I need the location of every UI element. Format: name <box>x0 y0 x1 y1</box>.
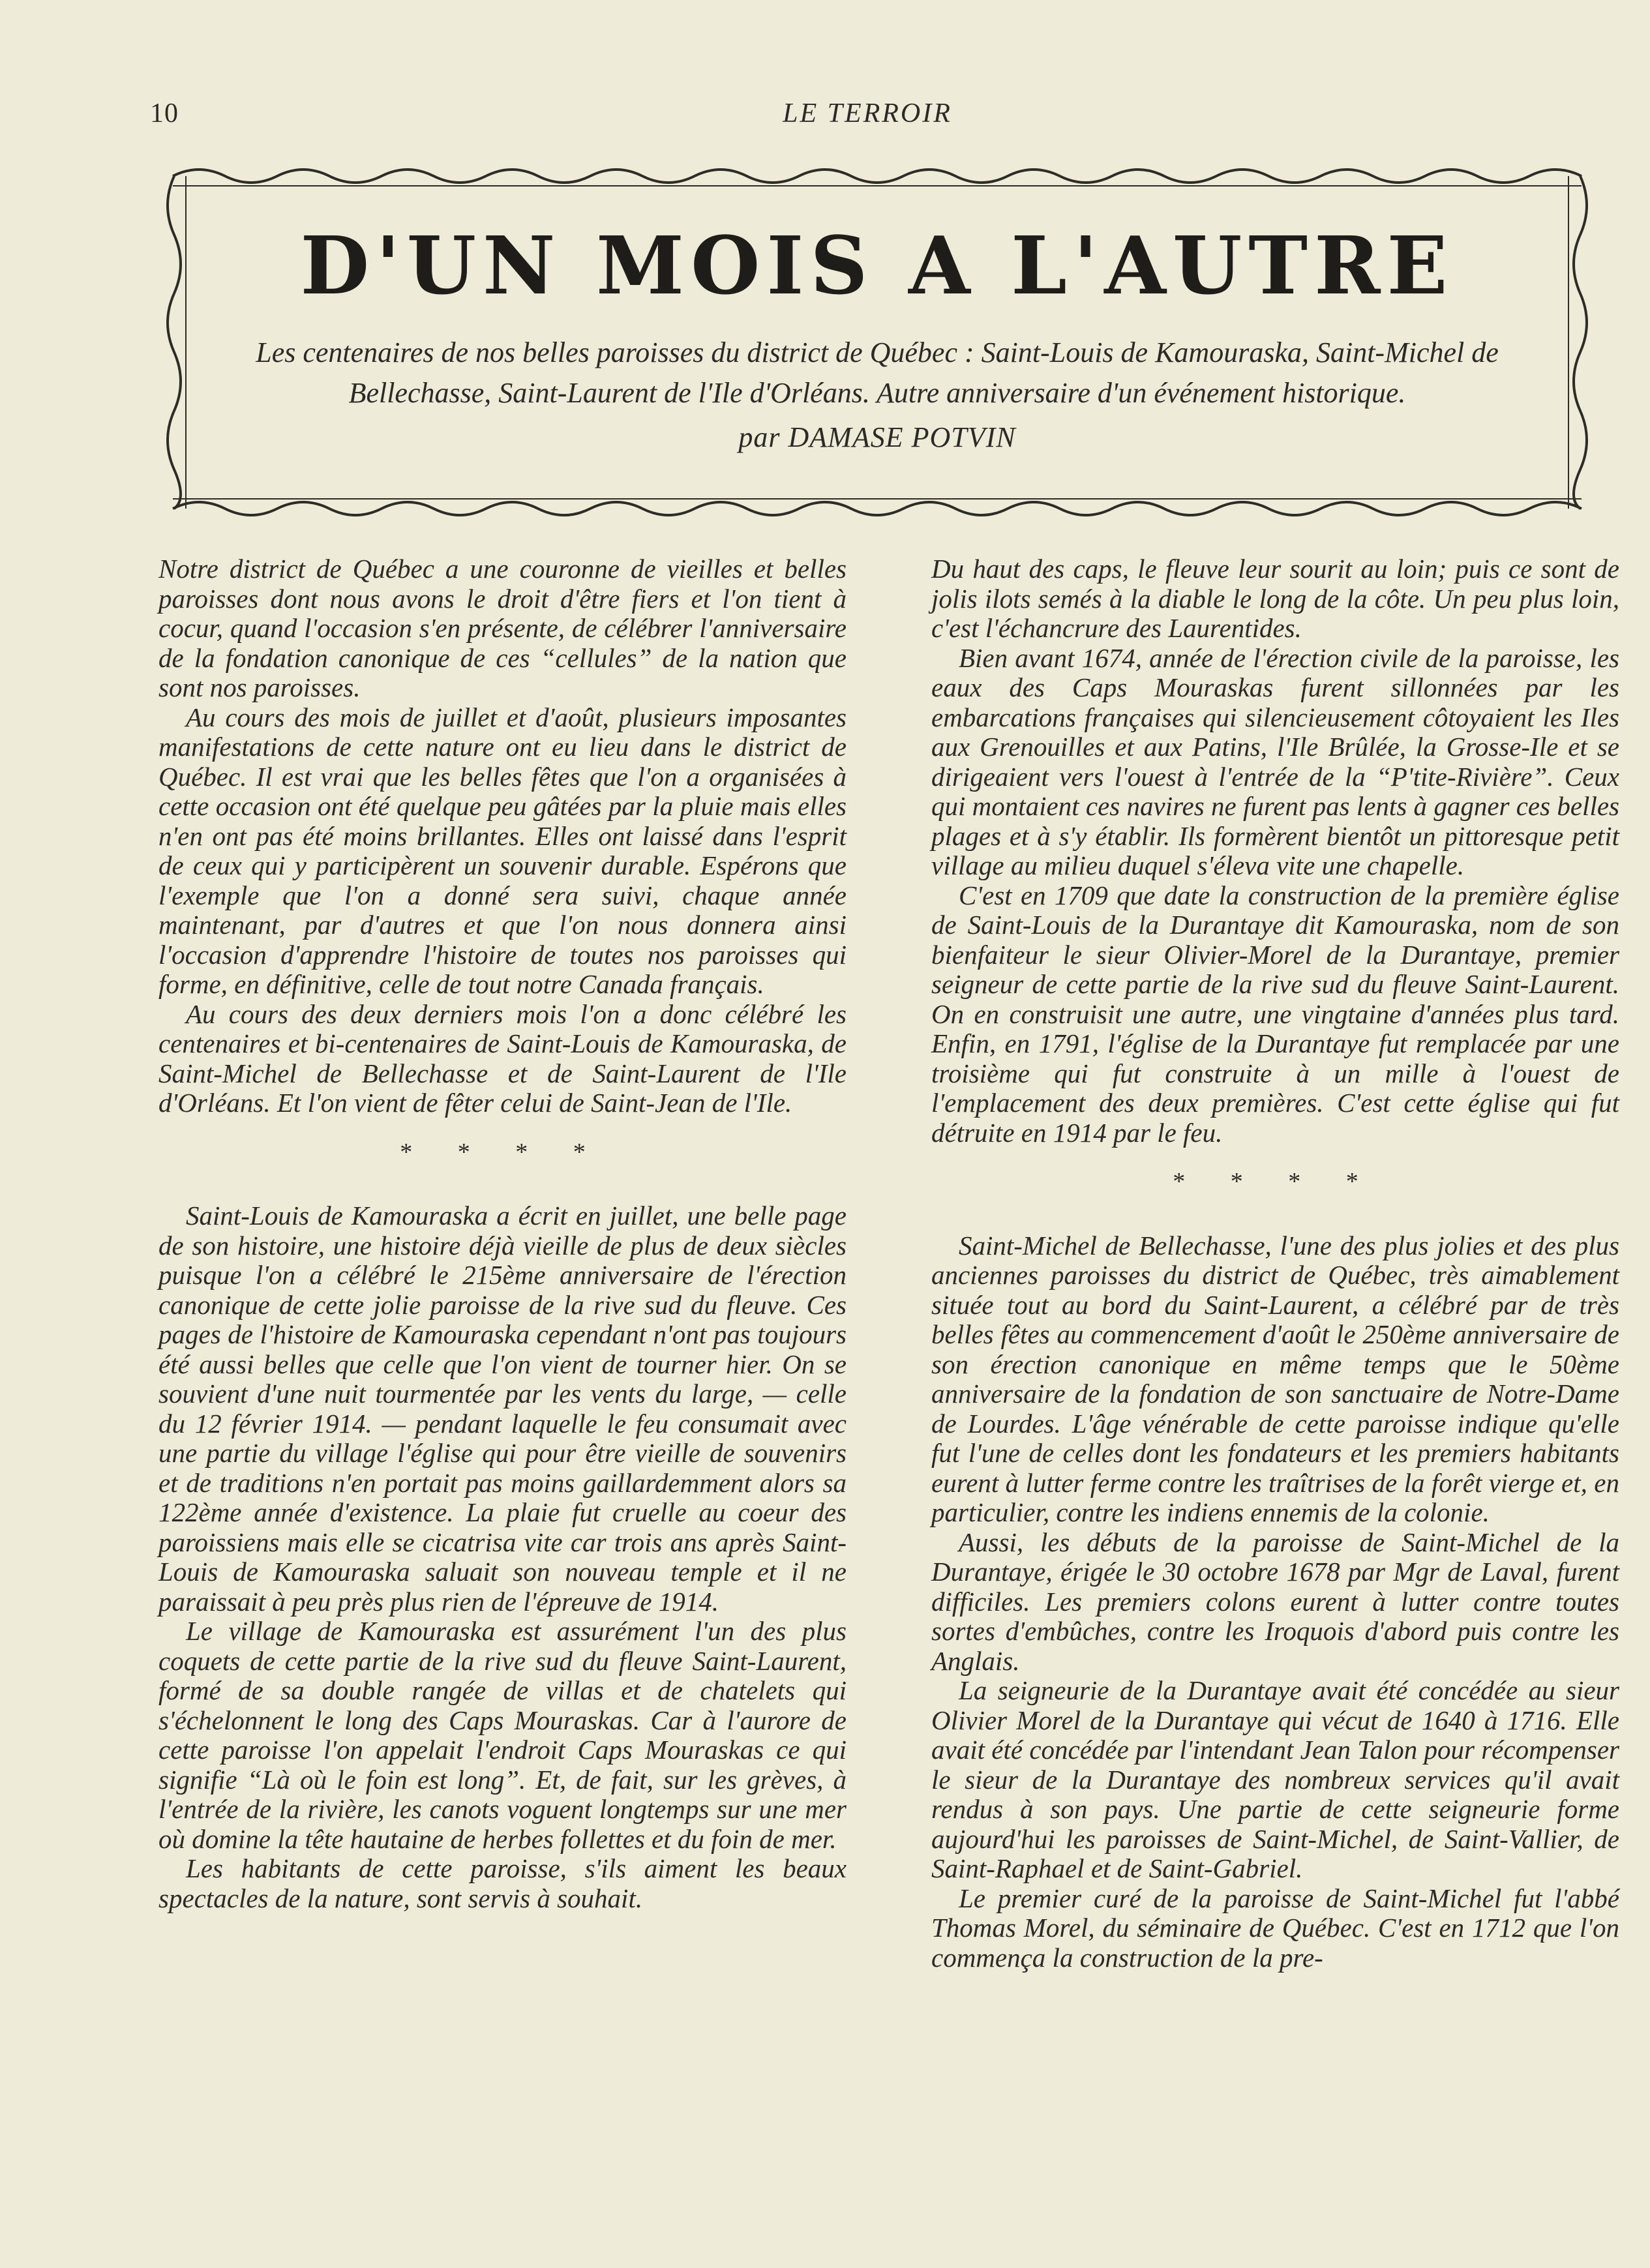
paragraph: C'est en 1709 que date la construction de la première église de Saint-Louis de la Durantaye dit Kamouraska, nom de son bienfaiteur le sieur Olivier-Morel de la Durantaye, premier seigneur de cette partie de la rive sud du fleuve Saint-Laurent. On en construisit une autre, une vingtaine d'années plus tard. Enfin, en 1791, l'église de la Durantaye fut remplacée par une troisième qui fut construite à un mille à l'ouest de l'emplacement des deux premières. C'est cette église qui fut détruite en 1914 par le feu. <box>931 880 1619 1148</box>
paragraph: Les habitants de cette paroisse, s'ils aiment les beaux spectacles de la nature, sont servis à souhait. <box>158 1853 847 1913</box>
paragraph: Aussi, les débuts de la paroisse de Saint-Michel de la Durantaye, érigée le 30 octobre 1678 par Mgr de Laval, furent difficiles. Les premiers colons eurent à lutter contre toutes sortes d'embûches, contre les Iroquois d'abord puis contre les Anglais. <box>931 1527 1619 1676</box>
paragraph: Notre district de Québec a une couronne de vieilles et belles paroisses dont nous avons le droit d'être fiers et l'on tient à cocur, quand l'occasion s'en présente, de célébrer l'anniversaire de la fondation canonique de ces “cellules” de la nation que sont nos paroisses. <box>158 554 847 702</box>
section-separator: * * * * <box>1173 1168 1378 1195</box>
paragraph: Du haut des caps, le fleuve leur sourit au loin; puis ce sont de jolis ilots semés à la diable le long de la côte. Un peu plus loin, c'est l'échancrure des Laurentides. <box>931 554 1619 643</box>
section-separator: * * * * <box>400 1138 605 1166</box>
paragraph: Saint-Louis de Kamouraska a écrit en juillet, une belle page de son histoire, une histoire déjà vieille de plus de deux siècles puisque l'on a célébré le 215ème anniversaire de l'érection canonique de cette jolie paroisse de la rive sud du fleuve. Ces pages de l'histoire de Kamouraska cependant n'ont pas toujours été aussi belles que celle que l'on vient de tourner hier. On se souvient d'une nuit tourmentée par les vents du large, — celle du 12 février 1914. — pendant laquelle le feu consumait avec une partie du village l'église qui pour être vieille de souvenirs et de traditions n'en portait pas moins gaillardemment alors sa 122ème année d'existence. La plaie fut cruelle au coeur des paroissiens mais elle se cicatrisa vite car trois ans après Saint-Louis de Kamouraska saluait son nouveau temple et il ne paraissait à peu près plus rien de l'épreuve de 1914. <box>158 1201 847 1617</box>
page-header <box>150 98 1585 137</box>
paragraph: La seigneurie de la Durantaye avait été concédée au sieur Olivier Morel de la Durantaye qui vécut de 1640 à 1716. Elle avait été concédée par l'intendant Jean Talon pour récompenser le sieur de la Durantaye des nombreux services qu'il avait rendus à son pays. Une partie de cette seigneurie forme aujourd'hui les paroisses de Saint-Michel, de Saint-Vallier, de Saint-Raphael et de Saint-Gabriel. <box>931 1675 1619 1883</box>
article-subtitle: Les centenaires de nos belles paroisses du district de Québec : Saint-Louis de Kamouraska, Saint-Michel de Bellechasse, Saint-Laurent de l'Ile d'Orléans. Autre anniversaire d'un événement historique. <box>256 336 1499 409</box>
paragraph: Saint-Michel de Bellechasse, l'une des plus jolies et des plus anciennes paroisses du district de Québec, très aimablement située tout au bord du Saint-Laurent, a célébré par de très belles fêtes au commencement d'août le 250ème anniversaire de son érection canonique en même temps que le 50ème anniversaire de la fondation de son sanctuaire de Notre-Dame de Lourdes. L'âge vénérable de cette paroisse indique qu'elle fut l'une de celles dont les fondateurs et les premiers habitants eurent à lutter ferme contre les traîtrises de la forêt vierge et, en particulier, contre les indiens ennemis de la colonie. <box>931 1230 1619 1527</box>
paragraph: Bien avant 1674, année de l'érection civile de la paroisse, les eaux des Caps Mouraskas furent sillonnées par les embarcations françaises qui silencieusement côtoyaient les Iles aux Grenouilles et aux Patins, l'Ile Brûlée, la Grosse-Ile et se dirigeaient vers l'ouest à l'entrée de la “P'tite-Rivière”. Ceux qui montaient ces navires ne furent pas lents à gagner ces belles plages et à s'y établir. Ils formèrent bientôt un pittoresque petit village au milieu duquel s'éleva vite une chapelle. <box>931 642 1619 880</box>
article-byline: par DAMASE POTVIN <box>738 421 1016 453</box>
right-column <box>931 554 1619 1973</box>
running-title: LE TERROIR <box>783 98 952 128</box>
page-number: 10 <box>150 98 179 128</box>
paragraph: Le premier curé de la paroisse de Saint-Michel fut l'abbé Thomas Morel, du séminaire de Québec. C'est en 1712 que l'on commença la construction de la pre- <box>931 1883 1619 1973</box>
paragraph: Au cours des deux derniers mois l'on a donc célébré les centenaires et bi-centenaires de Saint-Louis de Kamouraska, de Saint-Michel de Bellechasse et de Saint-Laurent de l'Ile d'Orléans. Et l'on vient de fêter celui de Saint-Jean de l'Ile. <box>158 998 847 1118</box>
article-title: D'UN MOIS A L'AUTRE <box>300 218 1454 312</box>
paragraph: Le village de Kamouraska est assurément l'un des plus coquets de cette partie de la rive sud du fleuve Saint-Laurent, formé de sa double rangée de villas et de chatelets qui s'échelonnent le long des Caps Mouraskas. Car à l'aurore de cette paroisse l'on appelait l'endroit Caps Mouraskas ce qui signifie “Là où le foin est long”. Et, de fait, sur les grèves, à l'entrée de la rivière, les canots voguent longtemps sur une mer où domine la tête hautaine de herbes follettes et du foin de mer. <box>158 1616 847 1854</box>
paragraph: Au cours des mois de juillet et d'août, plusieurs imposantes manifestations de cette nature ont eu lieu dans le district de Québec. Il est vrai que les belles fêtes que l'on a organisées à cette occasion ont été quelque peu gâtées par la pluie mais elles n'en ont pas été moins brillantes. Elles ont laissé dans l'esprit de ceux qui y participèrent un souvenir durable. Espérons que l'exemple que l'on a donné sera suivi, chaque année maintenant, par d'autres et que l'on nous donnera ainsi l'occasion d'apprendre l'histoire de toutes nos paroisses qui forme, en définitive, celle de tout notre Canada français. <box>158 702 847 999</box>
left-column <box>158 554 847 1913</box>
title-box <box>160 160 1595 525</box>
